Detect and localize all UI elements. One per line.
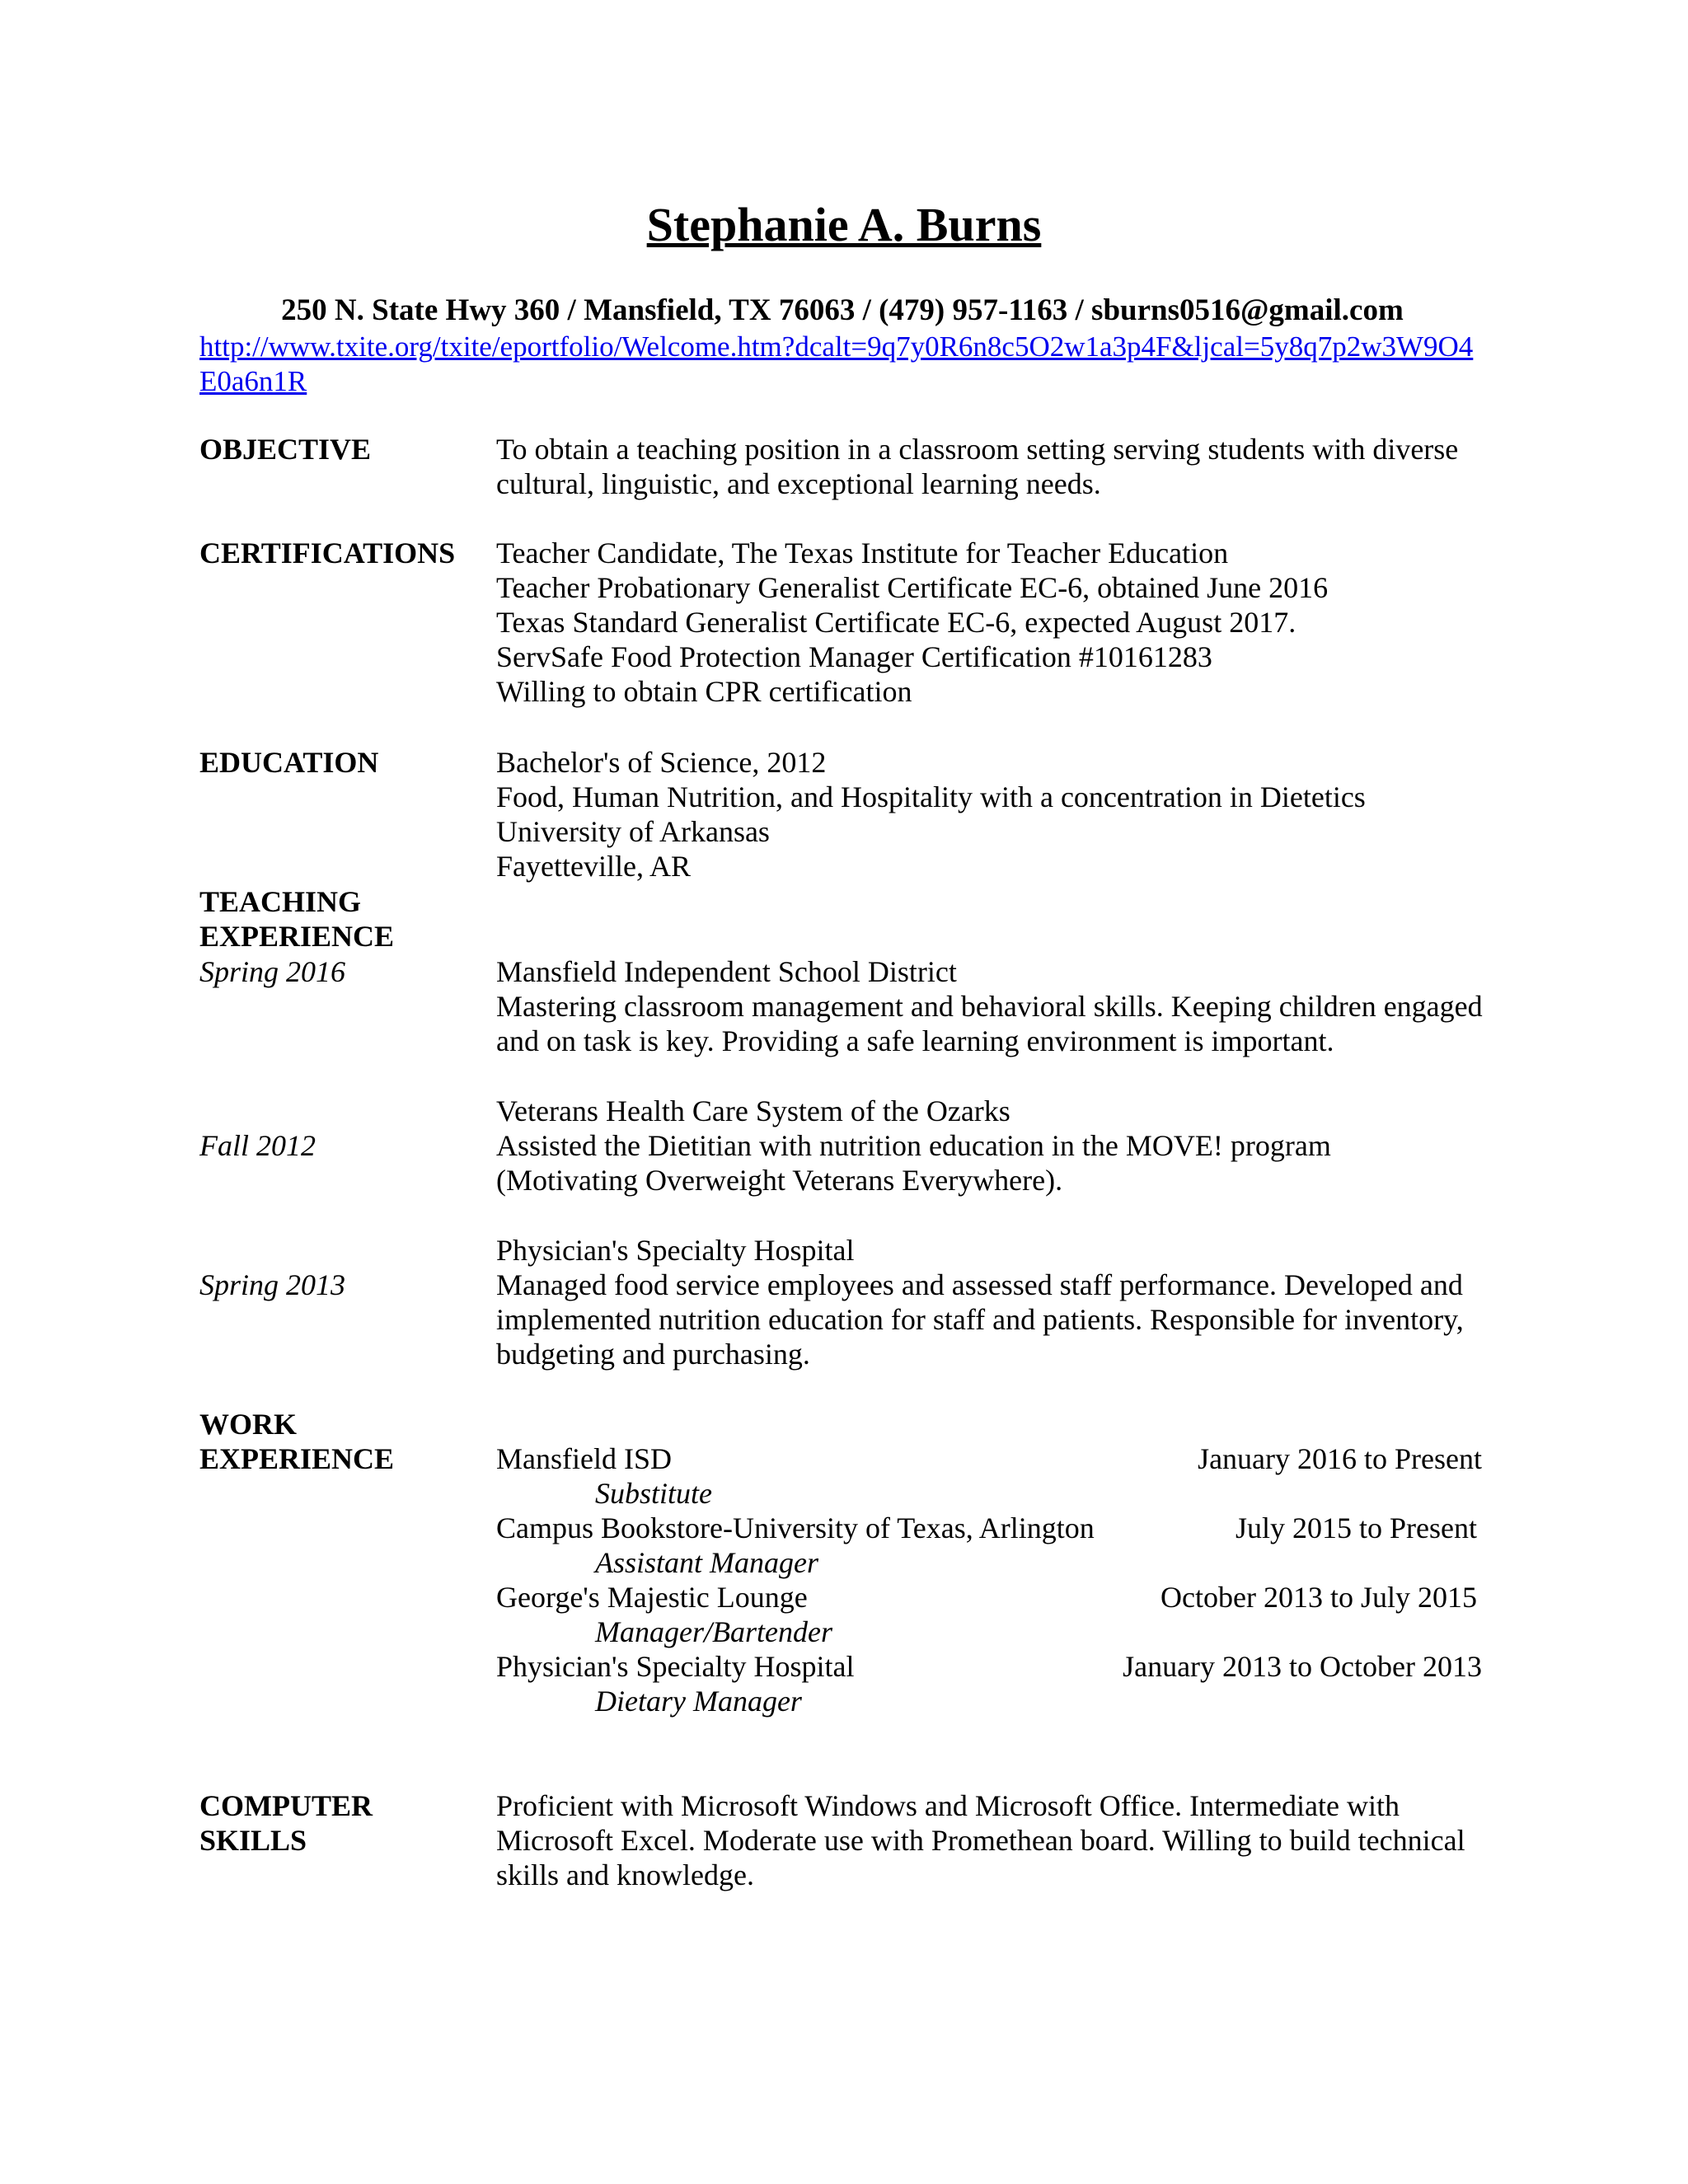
- skills-heading-line: COMPUTER: [199, 1789, 373, 1822]
- education-item: Bachelor's of Science, 2012: [496, 746, 827, 779]
- certifications-list: [496, 536, 1498, 709]
- job-employer: Physician's Specialty Hospital: [496, 1650, 855, 1683]
- certification-item: Willing to obtain CPR certification: [496, 675, 912, 708]
- teaching-desc: Mastering classroom management and behavioral skills. Keeping children engaged and on task is key. Providing a safe learning environment is important.: [496, 990, 1483, 1057]
- job-employer: Campus Bookstore-University of Texas, Arlington: [496, 1511, 1095, 1544]
- job-role: Dietary Manager: [595, 1685, 802, 1718]
- certification-item: Teacher Candidate, The Texas Institute for Teacher Education: [496, 537, 1229, 569]
- certification-item: Teacher Probationary Generalist Certificate EC-6, obtained June 2016: [496, 571, 1329, 604]
- teaching-heading: [199, 884, 394, 954]
- education-item: Fayetteville, AR: [496, 850, 691, 883]
- teaching-date: Spring 2016: [199, 955, 346, 988]
- job-role: Assistant Manager: [595, 1546, 819, 1579]
- teaching-org: Veterans Health Care System of the Ozarks: [496, 1094, 1010, 1127]
- job-dates: July 2015 to Present: [1236, 1511, 1477, 1544]
- skills-heading: [199, 1788, 373, 1858]
- teaching-date: Fall 2012: [199, 1129, 316, 1162]
- objective-text: To obtain a teaching position in a classroom setting serving students with diverse cultural, linguistic, and exceptional learning needs.: [496, 433, 1459, 500]
- job-dates: January 2016 to Present: [1198, 1442, 1482, 1475]
- teaching-heading-line: EXPERIENCE: [199, 920, 395, 953]
- job-employer: Mansfield ISD: [496, 1442, 672, 1475]
- education-list: [496, 745, 1498, 883]
- contact-line: 250 N. State Hwy 360 / Mansfield, TX 76063 / (479) 957-1163 / sburns0516@gmail.com: [281, 293, 1404, 327]
- education-item: Food, Human Nutrition, and Hospitality with a concentration in Dietetics: [496, 780, 1366, 813]
- certifications-heading: CERTIFICATIONS: [199, 537, 456, 569]
- resume-name: Stephanie A. Burns: [646, 198, 1042, 251]
- work-heading-line: EXPERIENCE: [199, 1442, 395, 1475]
- education-heading: EDUCATION: [199, 746, 379, 779]
- job-role: Manager/Bartender: [595, 1615, 832, 1648]
- skills-text: Proficient with Microsoft Windows and Microsoft Office. Intermediate with Microsoft Excel. Moderate use with Promethean board. Willing to build technical skills and knowledge.: [496, 1789, 1465, 1891]
- job-dates: January 2013 to October 2013: [1123, 1650, 1482, 1683]
- teaching-desc: Assisted the Dietitian with nutrition education in the MOVE! program (Motivating Overweight Veterans Everywhere).: [496, 1129, 1331, 1197]
- work-heading-line: WORK: [199, 1408, 298, 1441]
- job-dates: October 2013 to July 2015: [1160, 1581, 1477, 1614]
- job-employer: George's Majestic Lounge: [496, 1581, 808, 1614]
- certification-item: Texas Standard Generalist Certificate EC-6, expected August 2017.: [496, 606, 1296, 639]
- teaching-org: Physician's Specialty Hospital: [496, 1234, 855, 1267]
- teaching-date: Spring 2013: [199, 1268, 346, 1301]
- objective-heading: OBJECTIVE: [199, 433, 372, 466]
- teaching-org: Mansfield Independent School District: [496, 955, 957, 988]
- portfolio-link[interactable]: http://www.txite.org/txite/eportfolio/Welcome.htm?dcalt=9q7y0R6n8c5O2w1a3p4F&ljcal=5y8q7p2w3W9O4E0a6n1R: [199, 330, 1474, 397]
- teaching-desc: Managed food service employees and assessed staff performance. Developed and implemented nutrition education for staff and patients. Responsible for inventory, budgeting and purchasing.: [496, 1268, 1464, 1371]
- work-heading: [199, 1407, 394, 1476]
- certification-item: ServSafe Food Protection Manager Certification #10161283: [496, 640, 1212, 673]
- skills-heading-line: SKILLS: [199, 1824, 307, 1857]
- teaching-heading-line: TEACHING: [199, 885, 362, 918]
- education-item: University of Arkansas: [496, 815, 770, 848]
- job-role: Substitute: [595, 1477, 712, 1510]
